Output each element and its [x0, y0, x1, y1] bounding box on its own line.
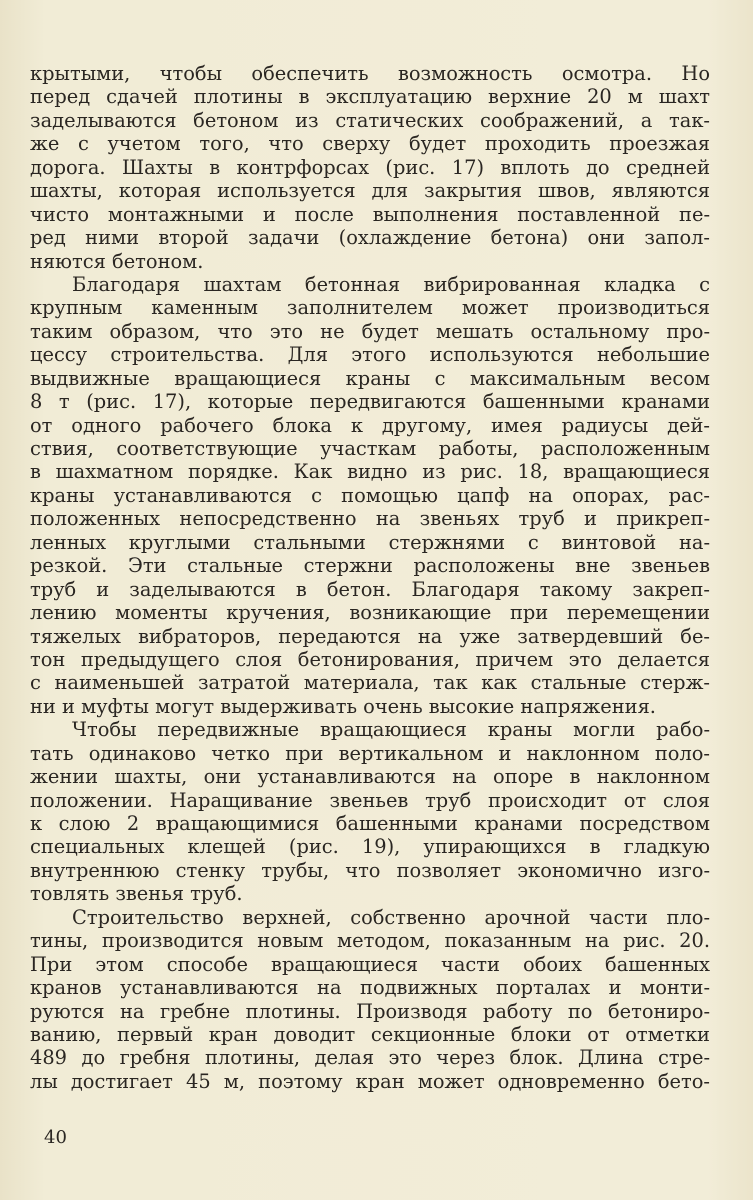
- text-line: ни и муфты могут выдерживать очень высокие напряжения.: [30, 694, 656, 718]
- text-line: няются бетоном.: [30, 249, 204, 273]
- text-line: цессу строительства. Для этого используются небольшие: [30, 343, 710, 367]
- text-line: внутреннюю стенку трубы, что позволяет экономично изго-: [30, 858, 710, 882]
- text-line: в шахматном порядке. Как видно из рис. 18, вращающиеся: [30, 460, 710, 484]
- text-line: резкой. Эти стальные стержни расположены вне звеньев: [30, 554, 710, 578]
- text-line: руются на гребне плотины. Производя работу по бетониро-: [30, 999, 710, 1023]
- text-line: перед сдачей плотины в эксплуатацию верхние 20 м шахт: [30, 85, 710, 109]
- text-line: При этом способе вращающиеся части обоих башенных: [30, 952, 710, 976]
- text-line: Строительство верхней, собственно арочной части пло-: [72, 905, 710, 929]
- text-line: дорога. Шахты в контрфорсах (рис. 17) вплоть до средней: [30, 155, 710, 179]
- text-line: ствия, соответствующие участкам работы, расположенным: [30, 437, 710, 460]
- text-line: же с учетом того, что сверху будет проходить проезжая: [30, 132, 710, 156]
- text-line: специальных клещей (рис. 19), упирающихся в гладкую: [30, 835, 710, 859]
- text-line: жении шахты, они устанавливаются на опоре в наклонном: [30, 765, 710, 789]
- text-line: Благодаря шахтам бетонная вибрированная кладка с: [72, 272, 710, 296]
- text-line: тины, производится новым методом, показанным на рис. 20.: [30, 929, 710, 953]
- text-line: крупным каменным заполнителем может производиться: [30, 296, 710, 320]
- text-line: лению моменты кручения, возникающие при перемещении: [30, 601, 710, 625]
- text-line: 8 т (рис. 17), которые передвигаются башенными кранами: [30, 390, 710, 414]
- body-text: [30, 62, 710, 1093]
- page-number: 40: [44, 1127, 67, 1148]
- text-line: ванию, первый кран доводит секционные блоки от отметки: [30, 1022, 710, 1046]
- text-line: товлять звенья труб.: [30, 882, 243, 906]
- text-line: к слою 2 вращающимися башенными кранами посредством: [30, 812, 710, 835]
- text-line: выдвижные вращающиеся краны с максимальным весом: [30, 366, 710, 390]
- text-line: таким образом, что это не будет мешать остальному про-: [30, 319, 710, 343]
- text-line: ред ними второй задачи (охлаждение бетона) они запол-: [30, 226, 710, 250]
- text-line: кранов устанавливаются на подвижных порталах и монти-: [30, 976, 710, 1000]
- text-line: тон предыдущего слоя бетонирования, причем это делается: [30, 647, 710, 671]
- text-line: шахты, которая используется для закрытия швов, являются: [30, 179, 710, 203]
- text-line: труб и заделываются в бетон. Благодаря такому закреп-: [30, 577, 710, 601]
- text-line: от одного рабочего блока к другому, имея радиусы дей-: [30, 413, 710, 437]
- text-line: ленных круглыми стальными стержнями с винтовой на-: [30, 530, 710, 554]
- text-line: тать одинаково четко при вертикальном и наклонном поло-: [30, 741, 710, 765]
- text-line: краны устанавливаются с помощью цапф на опорах, рас-: [30, 483, 710, 507]
- text-line: чисто монтажными и после выполнения поставленной пе-: [30, 202, 710, 226]
- text-line: тяжелых вибраторов, передаются на уже затвердевший бе-: [30, 624, 710, 648]
- text-line: крытыми, чтобы обеспечить возможность осмотра. Но: [30, 62, 710, 85]
- text-line: с наименьшей затратой материала, так как стальные стерж-: [30, 671, 710, 695]
- text-line: положенных непосредственно на звеньях труб и прикреп-: [30, 507, 710, 531]
- text-line: положении. Наращивание звеньев труб происходит от слоя: [30, 788, 710, 812]
- text-line: Чтобы передвижные вращающиеся краны могли рабо-: [72, 718, 710, 742]
- text-line: лы достигает 45 м, поэтому кран может одновременно бето-: [30, 1069, 710, 1093]
- text-line: 489 до гребня плотины, делая это через блок. Длина стре-: [30, 1046, 710, 1070]
- text-line: заделываются бетоном из статических соображений, а так-: [30, 108, 710, 132]
